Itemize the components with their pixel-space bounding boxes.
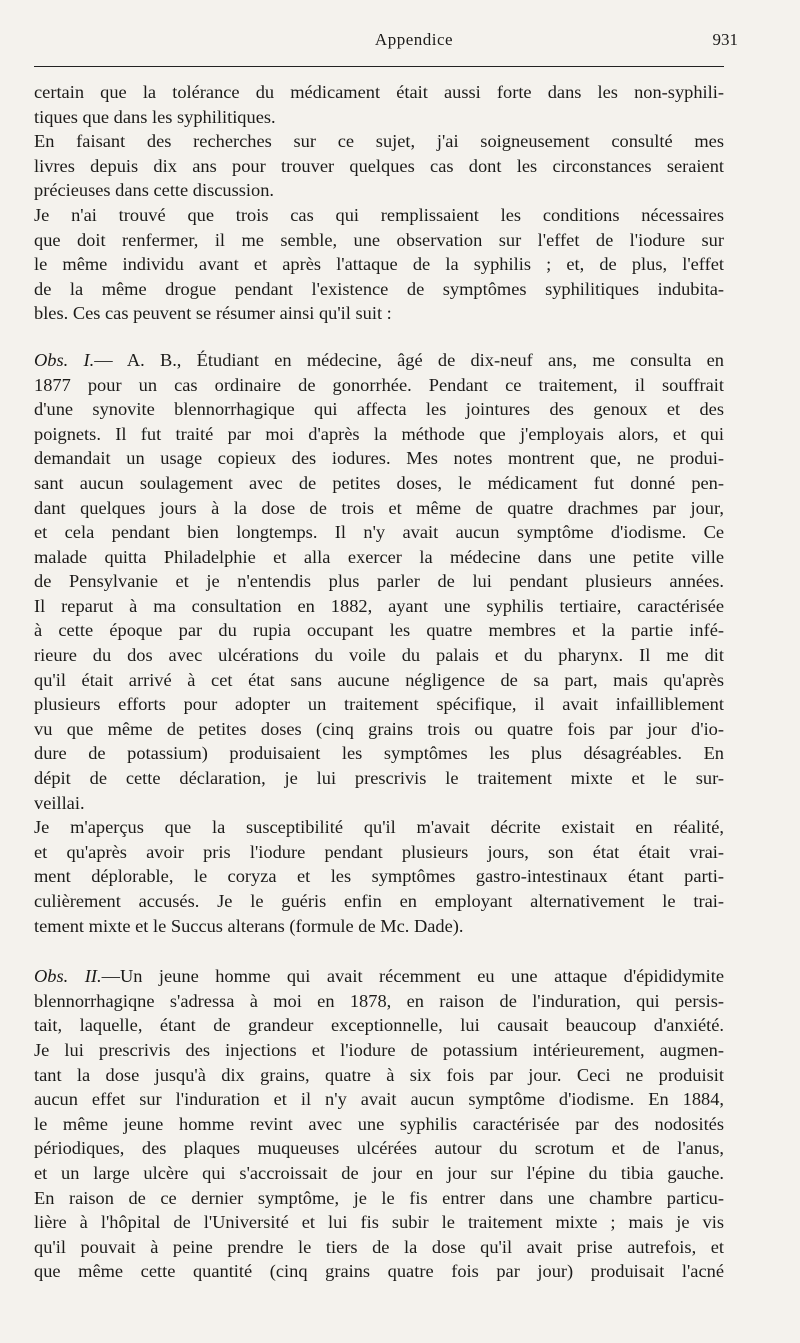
header-rule [34,66,724,67]
text-line: Il reparut à ma consultation en 1882, ayant une syphilis tertiaire, caractérisée [34,595,724,616]
paragraph [34,129,724,203]
text-line: de la même drogue pendant l'existence de symptômes syphilitiques indubita- [34,278,724,299]
observation-label: Obs. II. [34,966,102,987]
body-text [34,80,724,1284]
text-line: sant aucun soulagement avec de petites doses, le médicament fut donné pen- [34,472,724,493]
text-line: Je lui prescrivis des injections et l'iodure de potassium intérieurement, augmen- [34,1039,724,1060]
observation-label: Obs. I. [34,349,95,370]
paragraph [34,203,724,326]
text-line: dure de potassium) produisaient les symptômes les plus désagréables. En [34,743,724,764]
text-line [34,964,724,989]
text-line: d'une synovite blennorrhagique qui affecta les jointures des genoux et des [34,399,724,420]
text-line: aucun effet sur l'induration et il n'y avait aucun symptôme d'iodisme. En 1884, [34,1089,724,1110]
text-line: à cette époque par du rupia occupant les quatre membres et la partie infé- [34,620,724,641]
text-line: malade quitta Philadelphie et alla exercer la médecine dans une petite ville [34,546,724,567]
text-line: précieuses dans cette discussion. [34,180,275,201]
text-line: et qu'après avoir pris l'iodure pendant plusieurs jours, son état était vrai- [34,841,724,862]
paragraph-spacer [34,938,724,964]
text-line: demandait un usage copieux des iodures. Mes notes montrent que, ne produi- [34,448,724,469]
text-line: que même cette quantité (cinq grains quatre fois par jour) produisait l'acné [34,1261,724,1282]
text-line: tait, laquelle, étant de grandeur exceptionnelle, lui causait beaucoup d'anxiété. [34,1015,724,1036]
page-number: 931 [712,30,738,49]
paragraph [34,80,724,129]
text-line: qu'il était arrivé à cet état sans aucune négligence de sa part, mais qu'après [34,669,724,690]
text-line: bles. Ces cas peuvent se résumer ainsi qu'il suit : [34,303,392,324]
observation-2 [34,964,724,1284]
text-line: et un large ulcère qui s'accroissait de jour en jour sur l'épine du tibia gauche. [34,1162,724,1183]
paragraph-spacer [34,326,724,348]
text-line: culièrement accusés. Je le guéris enfin en employant alternativement le trai- [34,891,724,911]
text-line [34,348,724,373]
text-fragment: — A. B., Étudiant en médecine, âgé de dix-neuf ans, me consulta en [94,349,724,370]
text-line: le même jeune homme revint avec une syphilis caractérisée par des nodosités [34,1113,724,1134]
text-line: tiques que dans les syphilitiques. [34,106,276,127]
text-line: livres depuis dix ans pour trouver quelques cas dont les circonstances seraient [34,155,724,176]
text-line: tant la dose jusqu'à dix grains, quatre à six fois par jour. Ceci ne produisit [34,1064,724,1085]
text-line: lière à l'hôpital de l'Université et lui fis subir le traitement mixte ; mais je vis [34,1212,724,1233]
text-line: vu que même de petites doses (cinq grains trois ou quatre fois par jour d'io- [34,718,724,739]
text-line: le même individu avant et après l'attaque de la syphilis ; et, de plus, l'effet [34,254,724,275]
text-line: périodiques, des plaques muqueuses ulcérées autour du scrotum et de l'anus, [34,1138,724,1159]
observation-1-followup [34,815,724,938]
text-line: de Pensylvanie et je n'entendis plus parler de lui pendant plusieurs années. [34,571,724,592]
observation-1 [34,348,724,815]
text-line: En faisant des recherches sur ce sujet, j'ai soigneusement consulté mes [34,131,724,152]
text-line: certain que la tolérance du médicament était aussi forte dans les non-syphili- [34,82,724,102]
text-line: dépit de cette déclaration, je lui prescrivis le traitement mixte et le sur- [34,768,724,789]
text-line: que doit renfermer, il me semble, une observation sur l'effet de l'iodure sur [34,229,724,250]
text-line: ment déplorable, le coryza et les symptômes gastro-intestinaux étant parti- [34,866,724,887]
text-line: qu'il pouvait à peine prendre le tiers de la dose qu'il avait prise autrefois, et [34,1236,724,1257]
running-header [34,28,738,54]
text-line: tement mixte et le Succus alterans (formule de Mc. Dade). [34,915,464,936]
text-line: rieure du dos avec ulcérations du voile du palais et du pharynx. Il me dit [34,645,724,666]
text-line: En raison de ce dernier symptôme, je le fis entrer dans une chambre particu- [34,1187,724,1208]
text-line: Je m'aperçus que la susceptibilité qu'il m'avait décrite existait en réalité, [34,817,724,838]
text-line: 1877 pour un cas ordinaire de gonorrhée. Pendant ce traitement, il souffrait [34,374,724,395]
text-fragment: —Un jeune homme qui avait récemment eu une attaque d'épididymite [101,966,724,987]
text-line: plusieurs efforts pour adopter un traitement spécifique, il avait infailliblement [34,694,724,715]
text-line: veillai. [34,792,85,813]
text-line: dant quelques jours à la dose de trois et même de quatre drachmes par jour, [34,497,724,518]
text-line: et cela pendant bien longtemps. Il n'y avait aucun symptôme d'iodisme. Ce [34,522,724,543]
text-line: poignets. Il fut traité par moi d'après la méthode que j'employais alors, et qui [34,423,724,444]
running-title: Appendice [374,30,454,49]
text-line: Je n'ai trouvé que trois cas qui remplissaient les conditions nécessaires [34,204,724,225]
text-line: blennorrhagiqne s'adressa à moi en 1878, en raison de l'induration, qui persis- [34,990,724,1011]
